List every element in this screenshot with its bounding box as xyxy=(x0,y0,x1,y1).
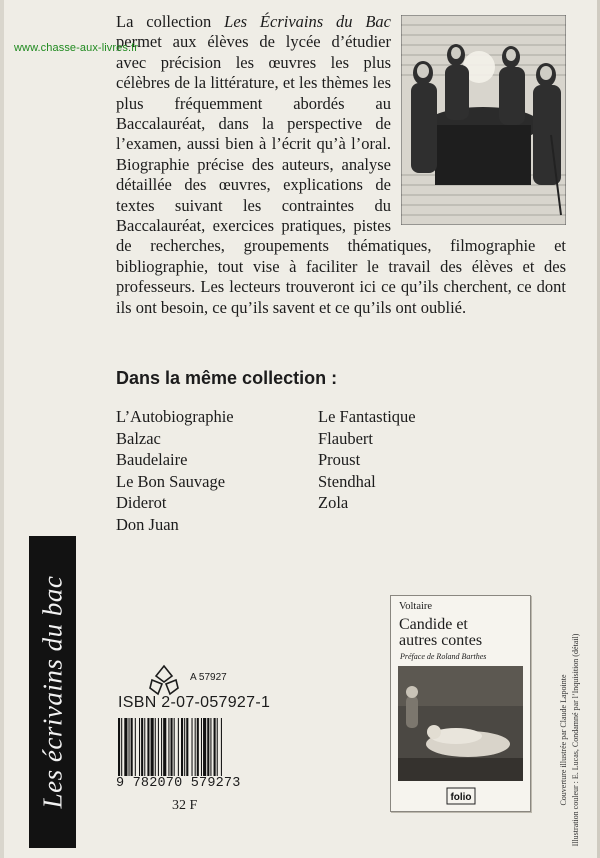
folio-logo xyxy=(446,787,476,805)
barcode-digits: 9 782070 579273 xyxy=(116,776,241,791)
list-item: Baudelaire xyxy=(116,450,188,469)
credits-line-2: Illustration couleur : E. Lucas, Condamné par l’Inquisition (détail) xyxy=(571,633,580,847)
list-item: Don Juan xyxy=(116,514,179,534)
isbn-number: ISBN 2-07-057927-1 xyxy=(118,694,271,711)
book-cover-thumbnail xyxy=(390,595,531,812)
barcode xyxy=(116,718,271,776)
list-item: Stendhal xyxy=(318,471,376,491)
engraving-illustration xyxy=(401,15,566,225)
list-item: Le Bon Sauvage xyxy=(116,471,226,491)
intro-text-rest: permet aux élèves de lycée d’étudier avec précision les œuvres les plus célèbres de la littérature, et les thèmes les plus fréquemment abordés au Baccalauréat, dans la perspective de l’examen, aussi bien à l’écrit qu’à l’oral. Biographie précise des auteurs, analyse détaillée des œuvres, explications de textes suivant les contraintes du Baccalauréat, exercices pratiques, pistes de recherches, groupements thématiques, filmographie et bibliographie, tout vise à faciliter le travail des élèves et des professeurs. Les lecteurs trouveront ici ce qu’ils cherchent, ce dont ils ont besoin, ce qu’ils savent et ce qu’ils ont oublié. xyxy=(116,32,566,317)
spine-title: Les écrivains du bac xyxy=(37,575,67,809)
cover-preface: Préface de Roland Barthes xyxy=(400,652,487,661)
gallimard-logo-icon xyxy=(146,662,182,698)
cover-painting xyxy=(398,666,523,781)
folio-logo-text: folio xyxy=(450,792,472,803)
intro-text-start: La collection xyxy=(116,12,225,31)
watermark: www.chasse-aux-livres.fr xyxy=(14,42,139,54)
list-item: Zola xyxy=(318,493,349,512)
spine-band xyxy=(29,536,76,848)
product-code: A 57927 xyxy=(190,672,227,683)
credits-line-1: Couverture illustrée par Claude Lapointe xyxy=(559,674,568,806)
list-item: Balzac xyxy=(116,428,161,448)
list-item: Flaubert xyxy=(318,428,373,448)
cover-title-line2: autres contes xyxy=(399,632,483,649)
collection-list-right xyxy=(318,406,416,514)
list-item: Diderot xyxy=(116,493,167,512)
list-item: Le Fantastique xyxy=(318,407,416,426)
price: 32 F xyxy=(172,798,198,813)
cover-credits xyxy=(559,633,580,847)
cover-title-line1: Candide et xyxy=(399,616,468,633)
collection-list-left xyxy=(116,406,234,535)
cover-title xyxy=(399,617,527,649)
list-item: Proust xyxy=(318,450,361,469)
cover-author: Voltaire xyxy=(399,601,433,612)
list-item: L’Autobiographie xyxy=(116,407,234,426)
same-collection-heading: Dans la même collection : xyxy=(116,368,338,388)
series-title: Les Écrivains du Bac xyxy=(224,12,391,31)
intro-paragraph xyxy=(116,12,566,318)
